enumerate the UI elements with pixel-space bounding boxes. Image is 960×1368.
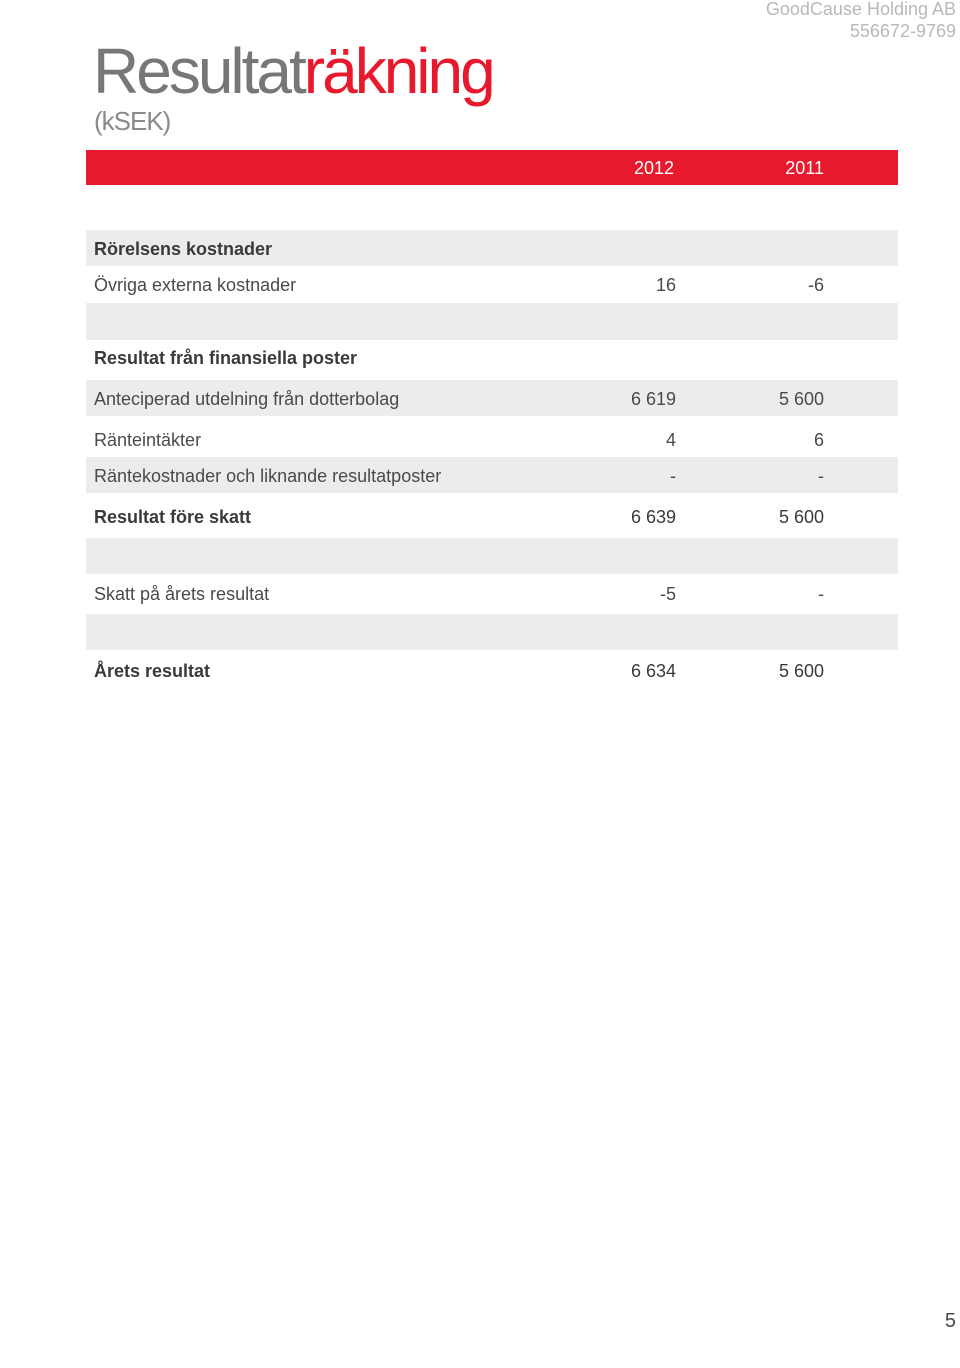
row-value-2012: -5: [659, 584, 676, 604]
table-row: [86, 387, 898, 411]
page-number: 5: [944, 1310, 956, 1332]
table-row: [86, 582, 898, 606]
table-row: [86, 464, 898, 488]
row-value-2011: -: [818, 466, 824, 486]
row-value-2012: 6 619: [630, 389, 676, 409]
row-label: Anteciperad utdelning från dotterbolag: [94, 389, 400, 409]
company-name: GoodCause Holding AB: [765, 0, 956, 19]
table-row-result-before-tax: [86, 505, 898, 529]
company-info: [766, 0, 956, 42]
row-label: Årets resultat: [94, 661, 211, 681]
row-value-2012: -: [670, 466, 676, 486]
row-label: Resultat före skatt: [94, 507, 252, 527]
row-label: Skatt på årets resultat: [94, 584, 270, 604]
unit-subtitle: (kSEK): [94, 106, 171, 136]
row-value-2011: 5 600: [778, 389, 824, 409]
row-band: [86, 614, 898, 650]
row-label: Ränteintäkter: [94, 430, 202, 450]
page-title: [93, 34, 493, 108]
row-label: Räntekostnader och liknande resultatposter: [94, 466, 442, 486]
row-value-2011: 5 600: [778, 507, 824, 527]
row-label: Resultat från finansiella poster: [94, 348, 358, 368]
table-row-section-operating-costs: [86, 237, 898, 261]
row-value-2011: -: [818, 584, 824, 604]
row-value-2012: 16: [655, 275, 676, 295]
row-band: [86, 303, 898, 340]
table-row-section-financial: [86, 346, 898, 370]
title-part-red: räkning: [303, 35, 493, 107]
row-label: Övriga externa kostnader: [94, 275, 297, 295]
row-value-2012: 6 639: [630, 507, 676, 527]
table-row: [86, 273, 898, 297]
title-part-gray: Resultat: [93, 35, 304, 107]
row-value-2012: 4: [665, 430, 676, 450]
year-2011-header: 2011: [785, 158, 824, 178]
year-2012-header: 2012: [633, 158, 674, 178]
row-value-2011: 5 600: [778, 661, 824, 681]
row-band: [86, 538, 898, 574]
table-row-net-result: [86, 659, 898, 683]
table-row: [86, 428, 898, 452]
row-value-2011: 6: [813, 430, 824, 450]
year-header-bar: [86, 150, 898, 185]
row-label: Rörelsens kostnader: [94, 239, 273, 259]
org-number: 556672-9769: [849, 21, 956, 41]
row-value-2011: -6: [807, 275, 824, 295]
row-value-2012: 6 634: [630, 661, 676, 681]
